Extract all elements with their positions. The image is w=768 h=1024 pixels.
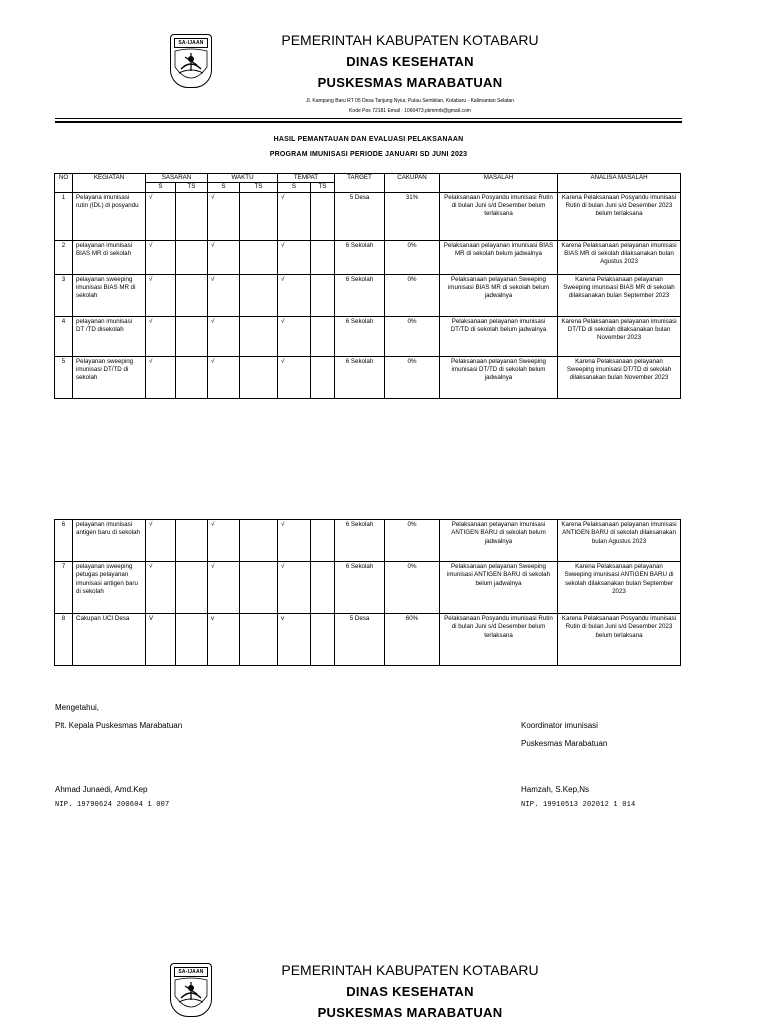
row-cakupan: 0% bbox=[385, 356, 440, 398]
row-tempat-s: √ bbox=[278, 316, 311, 356]
row-sasaran-ts bbox=[176, 240, 208, 274]
letterhead-contact: Kode Pos 72181 Email : 1060473.pkmmrb@gmail.com bbox=[349, 108, 471, 114]
row-waktu-ts bbox=[240, 316, 278, 356]
row-kegiatan: pelayanan imunisasi BIAS MR di sekolah bbox=[73, 240, 146, 274]
table-row bbox=[55, 240, 681, 274]
row-masalah: Pelaksanaan pelayanan imunisasi DT/TD di sekolah belum jadwalnya bbox=[440, 316, 558, 356]
letterhead-line3: PUSKESMAS MARABATUAN bbox=[317, 1005, 503, 1020]
row-masalah: Pelaksanaan pelayanan Sweeping imunisasi DT/TD di sekolah belum jadwalnya bbox=[440, 356, 558, 398]
header-cakupan: CAKUPAN bbox=[385, 174, 440, 193]
monitoring-table bbox=[54, 173, 681, 399]
row-tempat-ts bbox=[311, 316, 335, 356]
row-kegiatan: pelayanan sweeping imunisasi BIAS MR di sekolah bbox=[73, 274, 146, 316]
row-waktu-ts bbox=[240, 614, 278, 666]
row-no: 5 bbox=[55, 356, 73, 398]
table-row bbox=[55, 274, 681, 316]
row-no: 8 bbox=[55, 614, 73, 666]
header-tempat: TEMPAT bbox=[278, 174, 335, 183]
row-tempat-ts bbox=[311, 240, 335, 274]
row-analisa: Karena Pelaksanaan pelayanan Sweeping imunisasi BIAS MR di sekolah dilaksanakan bulan September 2023 bbox=[558, 274, 681, 316]
row-cakupan: 0% bbox=[385, 520, 440, 562]
row-tempat-s: √ bbox=[278, 240, 311, 274]
row-analisa: Karena Pelaksanaan pelayanan imunisasi DT/TD di sekolah dilaksanakan bulan November 2023 bbox=[558, 316, 681, 356]
row-tempat-ts bbox=[311, 520, 335, 562]
row-target: 6 Sekolah bbox=[335, 520, 385, 562]
header-analisa: ANALISA MASALAH bbox=[558, 174, 681, 193]
acknowledged-label: Mengetahui, bbox=[55, 703, 100, 712]
row-waktu-s: √ bbox=[208, 356, 240, 398]
letterhead-rule-thin bbox=[55, 118, 682, 119]
row-kegiatan: pelayanan sweeping petugas pelayanan imunisasi antigen baru di sekolah bbox=[73, 562, 146, 614]
table-header-row bbox=[55, 174, 681, 183]
row-tempat-s: √ bbox=[278, 520, 311, 562]
row-waktu-ts bbox=[240, 520, 278, 562]
row-waktu-s: v bbox=[208, 614, 240, 666]
row-analisa: Karena Pelaksanaan pelayanan Sweeping imunisasi DT/TD di sekolah dilaksanakan bulan November 2023 bbox=[558, 356, 681, 398]
row-sasaran-s: √ bbox=[146, 192, 176, 240]
letterhead-line1: PEMERINTAH KABUPATEN KOTABARU bbox=[281, 32, 539, 48]
header-no: NO bbox=[55, 174, 73, 193]
row-cakupan: 0% bbox=[385, 274, 440, 316]
row-cakupan: 0% bbox=[385, 316, 440, 356]
document-subtitle: PROGRAM IMUNISASI PERIODE JANUARI SD JUNI 2023 bbox=[269, 151, 468, 158]
header-sasaran-ts: TS bbox=[176, 183, 208, 192]
row-sasaran-s: √ bbox=[146, 520, 176, 562]
row-no: 1 bbox=[55, 192, 73, 240]
row-tempat-ts bbox=[311, 192, 335, 240]
header-waktu: WAKTU bbox=[208, 174, 278, 183]
row-waktu-s: √ bbox=[208, 520, 240, 562]
row-kegiatan: Pelayanan sweeping imunisasi DT/TD di sekolah bbox=[73, 356, 146, 398]
row-masalah: Pelaksanaan pelayanan Sweeping imunisasi BIAS MR di sekolah belum jadwalnya bbox=[440, 274, 558, 316]
row-tempat-ts bbox=[311, 356, 335, 398]
row-masalah: Pelaksanaan Posyandu imunisasi Rutin di bulan Juni s/d Desember belum terlaksana bbox=[440, 614, 558, 666]
table-row bbox=[55, 562, 681, 614]
row-target: 6 Sekolah bbox=[335, 274, 385, 316]
table-body-continued bbox=[55, 520, 681, 666]
row-sasaran-ts bbox=[176, 192, 208, 240]
row-analisa: Karena Pelaksanaan Posyandu imunisasi Rutin di bulan Juni s/d Desember 2023 belum terlaksana bbox=[558, 192, 681, 240]
row-waktu-s: √ bbox=[208, 316, 240, 356]
letterhead-rule-thick bbox=[55, 121, 682, 123]
row-masalah: Pelaksanaan pelayanan Sweeping imunisasi ANTIGEN BARU di sekolah belum jadwalnya bbox=[440, 562, 558, 614]
row-sasaran-ts bbox=[176, 316, 208, 356]
row-sasaran-s: √ bbox=[146, 562, 176, 614]
letterhead-line2: DINAS KESEHATAN bbox=[346, 984, 474, 999]
row-kegiatan: Cakupan UCI Desa bbox=[73, 614, 146, 666]
letterhead-line1: PEMERINTAH KABUPATEN KOTABARU bbox=[281, 962, 539, 978]
row-cakupan: 0% bbox=[385, 240, 440, 274]
right-signatory-role: Koordinator imunisasi bbox=[521, 721, 598, 730]
header-tempat-s: S bbox=[278, 183, 311, 192]
letterhead bbox=[160, 32, 660, 114]
header-tempat-ts: TS bbox=[311, 183, 335, 192]
letterhead-address: Jl. Kampung Baru RT 05 Desa Tanjung Nyiur, Pulau Sembilan, Kotabaru - Kalimantan Selatan bbox=[306, 98, 514, 104]
row-no: 3 bbox=[55, 274, 73, 316]
header-kegiatan: KEGIATAN bbox=[73, 174, 146, 193]
row-sasaran-ts bbox=[176, 520, 208, 562]
row-sasaran-ts bbox=[176, 614, 208, 666]
left-signatory-name: Ahmad Junaedi, Amd.Kep bbox=[55, 785, 148, 794]
row-waktu-ts bbox=[240, 562, 278, 614]
row-waktu-ts bbox=[240, 192, 278, 240]
row-analisa: Karena Pelaksanaan Posyandu imunisasi Rutin di bulan Juni s/d Desember 2023 belum terlaksana bbox=[558, 614, 681, 666]
row-tempat-ts bbox=[311, 562, 335, 614]
row-masalah: Pelaksanaan pelayanan imunisasi BIAS MR di sekolah belum jadwalnya bbox=[440, 240, 558, 274]
monitoring-table-continued bbox=[54, 519, 681, 666]
row-tempat-ts bbox=[311, 614, 335, 666]
right-signatory-name: Hamzah, S.Kep,Ns bbox=[521, 785, 590, 794]
row-masalah: Pelaksanaan pelayanan imunisasi ANTIGEN BARU di sekolah belum jadwalnya bbox=[440, 520, 558, 562]
document-title: HASIL PEMANTAUAN DAN EVALUASI PELAKSANAAN bbox=[273, 136, 464, 143]
table-row bbox=[55, 520, 681, 562]
row-waktu-s: √ bbox=[208, 192, 240, 240]
header-sasaran-s: S bbox=[146, 183, 176, 192]
row-waktu-ts bbox=[240, 356, 278, 398]
header-sasaran: SASARAN bbox=[146, 174, 208, 183]
right-signatory-office: Puskesmas Marabatuan bbox=[521, 739, 608, 748]
row-sasaran-ts bbox=[176, 356, 208, 398]
header-waktu-ts: TS bbox=[240, 183, 278, 192]
header-waktu-s: S bbox=[208, 183, 240, 192]
table-row bbox=[55, 192, 681, 240]
row-tempat-ts bbox=[311, 274, 335, 316]
row-cakupan: 31% bbox=[385, 192, 440, 240]
row-masalah: Pelaksanaan Posyandu imunisasi Rutin di bulan Juni s/d Desember belum terlaksana bbox=[440, 192, 558, 240]
row-waktu-ts bbox=[240, 274, 278, 316]
row-tempat-s: √ bbox=[278, 562, 311, 614]
row-analisa: Karena Pelaksanaan pelayanan imunisasi BIAS MR di sekolah dilaksanakan bulan Agustus 2023 bbox=[558, 240, 681, 274]
row-no: 2 bbox=[55, 240, 73, 274]
row-kegiatan: Pelayana imunisasi rutin (IDL) di posyandu bbox=[73, 192, 146, 240]
row-sasaran-s: √ bbox=[146, 316, 176, 356]
row-kegiatan: pelayanan imunisasi DT /TD disekolah bbox=[73, 316, 146, 356]
letterhead-line3: PUSKESMAS MARABATUAN bbox=[317, 75, 503, 90]
left-signatory-nip: NIP. 19790624 200604 1 007 bbox=[55, 801, 170, 809]
row-waktu-s: √ bbox=[208, 562, 240, 614]
row-no: 6 bbox=[55, 520, 73, 562]
row-sasaran-s: √ bbox=[146, 240, 176, 274]
logo-ribbon-text: SA-IJAAN bbox=[174, 38, 208, 48]
row-waktu-s: √ bbox=[208, 274, 240, 316]
row-target: 5 Desa bbox=[335, 614, 385, 666]
row-analisa: Karena Pelaksanaan pelayanan imunisasi ANTIGEN BARU di sekolah dilaksanakan bulan Agustus 2023 bbox=[558, 520, 681, 562]
table-row bbox=[55, 356, 681, 398]
row-kegiatan: pelayanan imunisasi antigen baru di sekolah bbox=[73, 520, 146, 562]
row-target: 6 Sekolah bbox=[335, 316, 385, 356]
row-tempat-s: v bbox=[278, 614, 311, 666]
header-target: TARGET bbox=[335, 174, 385, 193]
row-sasaran-ts bbox=[176, 562, 208, 614]
row-target: 6 Sekolah bbox=[335, 240, 385, 274]
right-signatory-nip: NIP. 19910513 202012 1 014 bbox=[521, 801, 636, 809]
table-row bbox=[55, 316, 681, 356]
row-target: 6 Sekolah bbox=[335, 562, 385, 614]
row-analisa: Karena Pelaksanaan pelayanan Sweeping imunisasi ANTIGEN BARU di sekolah dilaksanakan bulan September 2023 bbox=[558, 562, 681, 614]
table-row bbox=[55, 614, 681, 666]
row-sasaran-s: √ bbox=[146, 274, 176, 316]
row-cakupan: 0% bbox=[385, 562, 440, 614]
letterhead-page2 bbox=[160, 962, 660, 1020]
row-cakupan: 60% bbox=[385, 614, 440, 666]
row-no: 7 bbox=[55, 562, 73, 614]
row-sasaran-ts bbox=[176, 274, 208, 316]
left-signatory-role: Plt. Kepala Puskesmas Marabatuan bbox=[55, 721, 183, 730]
row-target: 5 Desa bbox=[335, 192, 385, 240]
row-tempat-s: √ bbox=[278, 192, 311, 240]
row-tempat-s: √ bbox=[278, 356, 311, 398]
row-target: 6 Sekolah bbox=[335, 356, 385, 398]
table-body bbox=[55, 192, 681, 398]
row-waktu-ts bbox=[240, 240, 278, 274]
logo-ribbon-text-page2: SA-IJAAN bbox=[174, 967, 208, 977]
row-tempat-s: √ bbox=[278, 274, 311, 316]
header-masalah: MASALAH bbox=[440, 174, 558, 193]
row-waktu-s: √ bbox=[208, 240, 240, 274]
row-sasaran-s: √ bbox=[146, 356, 176, 398]
row-no: 4 bbox=[55, 316, 73, 356]
row-sasaran-s: V bbox=[146, 614, 176, 666]
letterhead-line2: DINAS KESEHATAN bbox=[346, 54, 474, 69]
